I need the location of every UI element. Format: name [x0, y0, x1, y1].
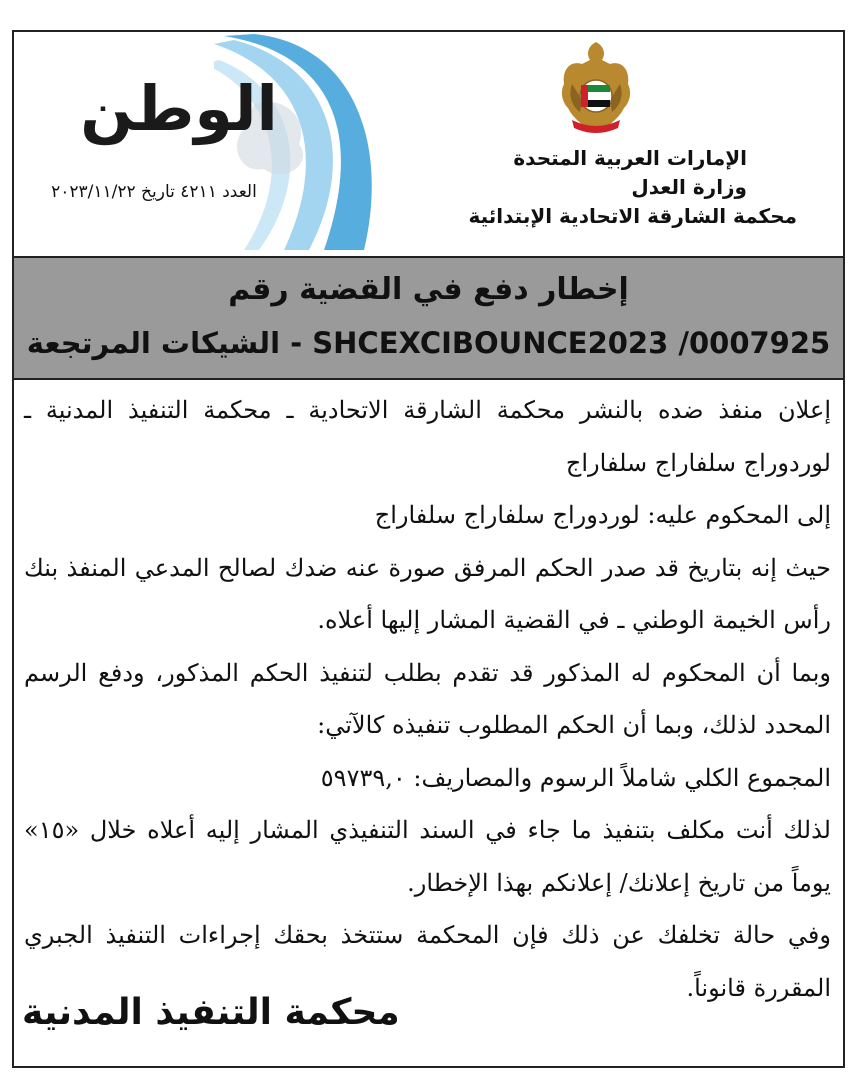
body-paragraph-total: المجموع الكلي شاملاً الرسوم والمصاريف: ٥٩٧٣٩,٠: [320, 763, 831, 792]
body-paragraph-consequence: وفي حالة تخلفك عن ذلك فإن المحكمة ستتخذ بحقك إجراءات التنفيذ الجبري المقررة قانوناً.: [24, 921, 831, 1002]
issue-date-line: العدد ٤٢١١ تاريخ ٢٠٢٣/١١/٢٢: [51, 182, 257, 202]
body-paragraph-judgment: حيث إنه بتاريخ قد صدر الحكم المرفق صورة عنه ضدك لصالح المدعي المنفذ بنك رأس الخيمة الوطني ـ في القضية المشار إليها أعلاه.: [24, 553, 831, 634]
notice-body: [24, 384, 831, 1014]
body-paragraph-announcement: إعلان منفذ ضده بالنشر محكمة الشارقة الاتحادية ـ محكمة التنفيذ المدنية ـ لوردوراج سلفاراج سلفاراج: [24, 396, 831, 477]
case-number-title: SHCEXCIBOUNCE2023 /0007925 - الشيكات المرتجعة: [26, 326, 831, 360]
body-paragraph-request: وبما أن المحكوم له المذكور قد تقدم بطلب لتنفيذ الحكم المذكور، ودفع الرسم المحدد لذلك، وبما أن الحكم المطلوب تنفيذه كالآتي:: [24, 658, 831, 739]
title-band: [14, 256, 843, 380]
signature-court: محكمة التنفيذ المدنية: [22, 992, 400, 1033]
notice-title: إخطار دفع في القضية رقم: [228, 272, 629, 307]
header: [14, 32, 843, 256]
body-paragraph-addressee: إلى المحكوم عليه: لوردوراج سلفاراج سلفاراج: [374, 501, 831, 529]
ministry-name: وزارة العدل: [631, 175, 747, 199]
government-header: [468, 144, 797, 231]
notice-frame: [12, 30, 845, 1068]
uae-emblem-icon: [558, 40, 634, 138]
body-paragraph-deadline: لذلك أنت مكلف بتنفيذ ما جاء في السند التنفيذي المشار إليه أعلاه خلال «١٥» يوماً من تاريخ إعلانك/ إعلانكم بهذا الإخطار.: [24, 816, 831, 897]
country-name: الإمارات العربية المتحدة: [513, 146, 747, 170]
court-name: محكمة الشارقة الاتحادية الإبتدائية: [468, 204, 797, 228]
newspaper-logo: الوطن: [80, 72, 278, 145]
